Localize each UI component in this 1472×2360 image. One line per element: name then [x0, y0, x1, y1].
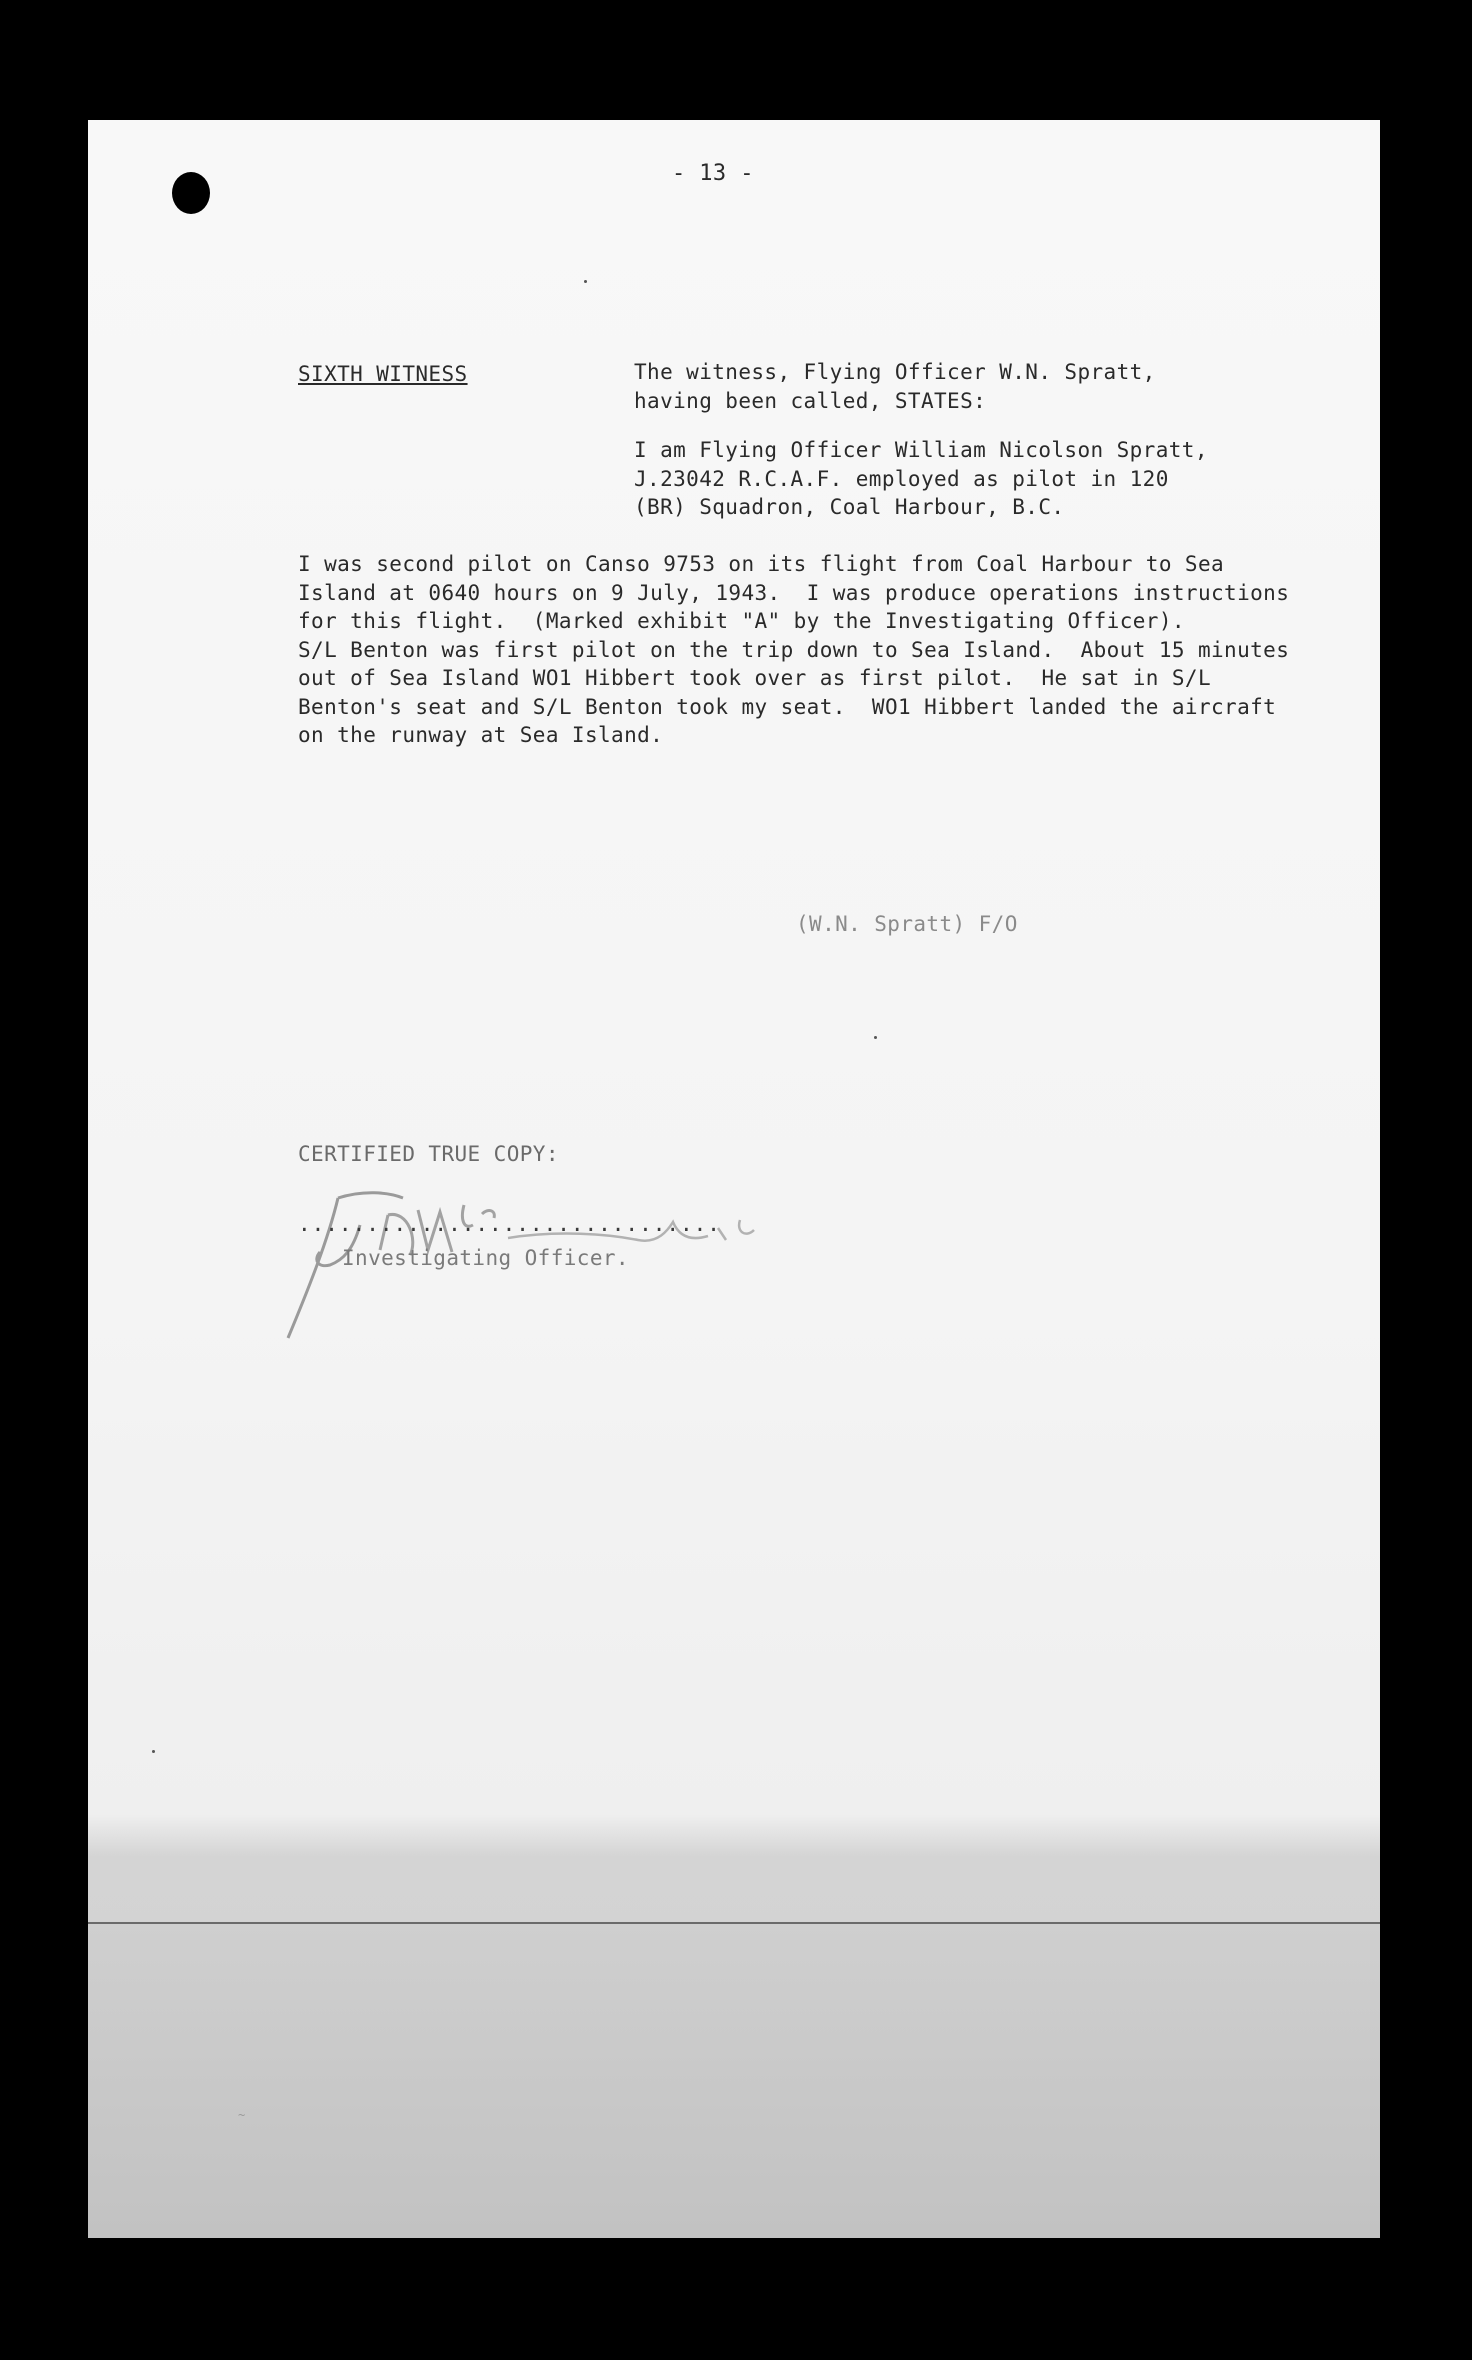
witness-signature-line: (W.N. Spratt) F/O: [796, 912, 1018, 936]
section-heading: SIXTH WITNESS: [298, 362, 468, 386]
document-page: [88, 120, 1380, 2238]
witness-statement: I was second pilot on Canso 9753 on its flight from Coal Harbour to Sea Island at 0640 hours on 9 July, 1943. I was produce operations instructions for this flight. (Marked exhibit "A" by the Investigating Officer). S/L Benton was first pilot on the trip down to Sea Island. About 15 minutes out of Sea Island WO1 Hibbert took over as first pilot. He sat in S/L Benton's seat and S/L Benton took my seat. WO1 Hibbert landed the aircraft on the runway at Sea Island.: [298, 552, 1290, 747]
speck: [152, 1750, 155, 1753]
punch-hole: [172, 172, 210, 214]
speck: [584, 280, 587, 283]
certification-label: CERTIFIED TRUE COPY:: [298, 1142, 559, 1166]
page-number: - 13 -: [672, 161, 754, 186]
faint-mark: ~: [238, 2108, 246, 2122]
witness-intro: The witness, Flying Officer W.N. Spratt, having been called, STATES:: [634, 360, 1156, 413]
page-bottom-band: [88, 1922, 1380, 2238]
witness-identity: I am Flying Officer William Nicolson Spratt, J.23042 R.C.A.F. employed as pilot in 120 (BR) Squadron, Coal Harbour, B.C.: [634, 438, 1208, 519]
signature-dot-line: ...............................: [298, 1212, 721, 1236]
investigating-officer-title: Investigating Officer.: [342, 1246, 629, 1270]
handwritten-signature: [268, 1170, 848, 1430]
speck: [874, 1036, 877, 1039]
